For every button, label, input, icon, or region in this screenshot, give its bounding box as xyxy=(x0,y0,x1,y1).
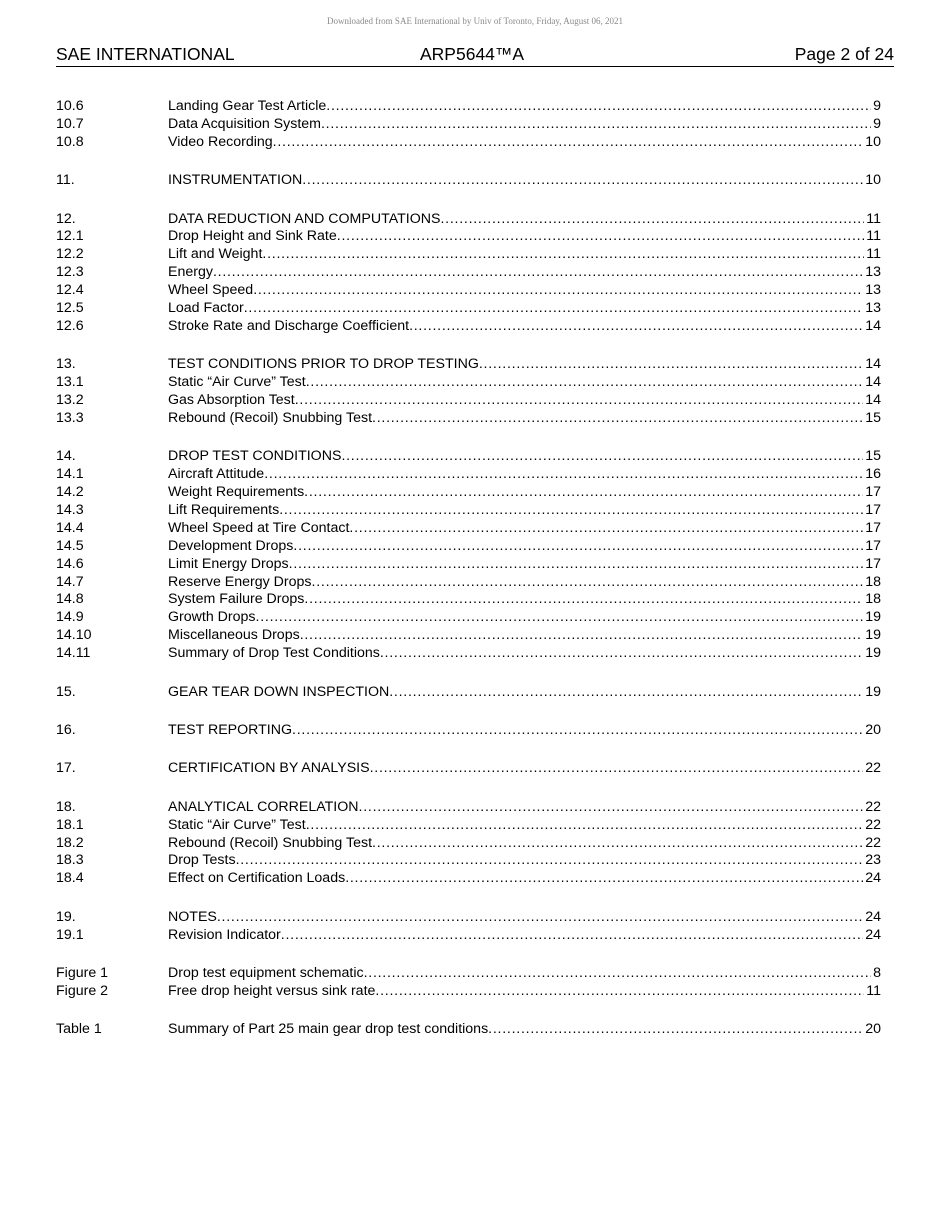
toc-group xyxy=(56,356,881,428)
toc-entry-title: CERTIFICATION BY ANALYSIS xyxy=(168,760,370,777)
toc-entry-title: Summary of Drop Test Conditions xyxy=(168,645,380,662)
header-page-number: Page 2 of 24 xyxy=(794,44,894,64)
toc-entry[interactable] xyxy=(56,927,881,945)
toc-entry-number: 12.5 xyxy=(56,300,84,317)
toc-entry-number: 12.1 xyxy=(56,228,84,245)
toc-entry[interactable] xyxy=(56,684,881,702)
toc-entry-page: 17 xyxy=(865,555,881,572)
toc-entry[interactable] xyxy=(56,983,881,1001)
toc-entry-title: Static “Air Curve” Test xyxy=(168,374,306,391)
toc-dot-leader xyxy=(375,983,864,1001)
toc-entry-title: DATA REDUCTION AND COMPUTATIONS xyxy=(168,210,441,227)
toc-entry-title: Development Drops xyxy=(168,537,294,554)
toc-entry-number: 14.6 xyxy=(56,555,84,572)
toc-dot-leader xyxy=(306,817,864,835)
toc-entry-title: INSTRUMENTATION xyxy=(168,172,303,189)
toc-entry-number: 15. xyxy=(56,683,76,700)
toc-entry-page: 8 xyxy=(873,964,881,981)
toc-group xyxy=(56,909,881,945)
toc-entry[interactable] xyxy=(56,556,881,574)
toc-entry-title: Energy xyxy=(168,264,213,281)
toc-entry-page: 19 xyxy=(865,683,881,700)
toc-entry-number: 14.4 xyxy=(56,519,84,536)
toc-entry[interactable] xyxy=(56,627,881,645)
toc-entry[interactable] xyxy=(56,448,881,466)
toc-dot-leader xyxy=(281,927,863,945)
toc-entry-page: 13 xyxy=(865,264,881,281)
toc-entry-number: 14.11 xyxy=(56,645,91,662)
toc-dot-leader xyxy=(302,172,863,190)
toc-entry-title: Summary of Part 25 main gear drop test conditions xyxy=(168,1021,489,1038)
toc-entry-title: Reserve Energy Drops xyxy=(168,573,312,590)
toc-entry[interactable] xyxy=(56,318,881,336)
toc-entry-number: 14.8 xyxy=(56,591,84,608)
toc-entry-number: 16. xyxy=(56,721,76,738)
toc-dot-leader xyxy=(409,318,863,336)
toc-entry-page: 22 xyxy=(865,834,881,851)
toc-dot-leader xyxy=(337,228,864,246)
toc-entry-number: 10.8 xyxy=(56,133,84,150)
toc-entry-page: 9 xyxy=(873,115,881,132)
toc-group xyxy=(56,448,881,663)
toc-entry[interactable] xyxy=(56,609,881,627)
toc-entry-number: 10.7 xyxy=(56,115,84,132)
toc-entry[interactable] xyxy=(56,228,881,246)
toc-entry[interactable] xyxy=(56,520,881,538)
toc-entry-title: Load Factor xyxy=(168,300,244,317)
toc-entry-title: Wheel Speed xyxy=(168,282,254,299)
header-document-id: ARP5644™A xyxy=(420,44,525,64)
toc-dot-leader xyxy=(264,466,863,484)
toc-entry-page: 22 xyxy=(865,760,881,777)
toc-entry-page: 18 xyxy=(865,573,881,590)
toc-dot-leader xyxy=(273,134,864,152)
toc-entry-title: Static “Air Curve” Test xyxy=(168,816,306,833)
toc-entry[interactable] xyxy=(56,356,881,374)
toc-entry-number: 18.2 xyxy=(56,834,84,851)
toc-entry[interactable] xyxy=(56,502,881,520)
toc-entry-title: Miscellaneous Drops xyxy=(168,627,300,644)
toc-entry-title: Stroke Rate and Discharge Coefficient xyxy=(168,317,410,334)
toc-entry[interactable] xyxy=(56,484,881,502)
toc-entry[interactable] xyxy=(56,870,881,888)
toc-entry-title: Rebound (Recoil) Snubbing Test xyxy=(168,409,373,426)
toc-entry-page: 23 xyxy=(865,852,881,869)
toc-entry-number: 18. xyxy=(56,798,76,815)
toc-entry-title: Lift Requirements xyxy=(168,502,280,519)
toc-entry-number: 13.1 xyxy=(56,374,84,391)
toc-entry-number: 13.3 xyxy=(56,409,84,426)
toc-entry-page: 20 xyxy=(865,721,881,738)
toc-entry-page: 24 xyxy=(865,870,881,887)
download-watermark: Downloaded from SAE International by Univ of Toronto, Friday, August 06, 2021 xyxy=(326,16,624,26)
toc-entry[interactable] xyxy=(56,282,881,300)
toc-entry[interactable] xyxy=(56,574,881,592)
toc-entry-number: 12. xyxy=(56,210,76,227)
toc-entry-title: NOTES xyxy=(168,908,217,925)
toc-entry-page: 20 xyxy=(865,1021,881,1038)
toc-entry-page: 14 xyxy=(865,356,881,373)
toc-dot-leader xyxy=(244,300,864,318)
toc-dot-leader xyxy=(304,484,863,502)
toc-group xyxy=(56,760,881,778)
toc-dot-leader xyxy=(380,645,863,663)
toc-group xyxy=(56,799,881,888)
toc-dot-leader xyxy=(359,799,864,817)
toc-entry-title: Revision Indicator xyxy=(168,926,281,943)
toc-entry-page: 16 xyxy=(865,466,881,483)
toc-entry-number: Table 1 xyxy=(56,1021,102,1038)
toc-entry[interactable] xyxy=(56,722,881,740)
toc-entry-page: 19 xyxy=(865,609,881,626)
toc-dot-leader xyxy=(479,356,863,374)
toc-entry[interactable] xyxy=(56,98,881,116)
toc-dot-leader xyxy=(213,264,863,282)
toc-entry-title: Lift and Weight xyxy=(168,246,263,263)
toc-entry-page: 15 xyxy=(865,448,881,465)
toc-entry-number: 18.1 xyxy=(56,816,84,833)
toc-entry-number: 14.7 xyxy=(56,573,84,590)
toc-entry[interactable] xyxy=(56,116,881,134)
toc-entry-title: TEST REPORTING xyxy=(168,721,293,738)
toc-entry-page: 14 xyxy=(865,317,881,334)
toc-entry-page: 18 xyxy=(865,591,881,608)
toc-group xyxy=(56,722,881,740)
toc-dot-leader xyxy=(306,374,864,392)
toc-entry-title: Free drop height versus sink rate xyxy=(168,982,376,999)
toc-entry-number: 14.5 xyxy=(56,537,84,554)
toc-entry-number: 12.6 xyxy=(56,317,84,334)
toc-entry[interactable] xyxy=(56,909,881,927)
toc-dot-leader xyxy=(364,965,872,983)
toc-dot-leader xyxy=(253,282,863,300)
toc-group xyxy=(56,684,881,702)
toc-entry-number: 11. xyxy=(56,172,75,189)
toc-entry[interactable] xyxy=(56,410,881,428)
toc-entry-number: 17. xyxy=(56,760,76,777)
toc-entry[interactable] xyxy=(56,264,881,282)
toc-dot-leader xyxy=(370,760,864,778)
toc-entry-number: 18.4 xyxy=(56,870,84,887)
toc-entry-title: Video Recording xyxy=(168,133,273,150)
toc-entry-page: 17 xyxy=(865,519,881,536)
toc-dot-leader xyxy=(262,246,864,264)
toc-dot-leader xyxy=(279,502,863,520)
toc-entry-title: Aircraft Attitude xyxy=(168,466,265,483)
toc-entry[interactable] xyxy=(56,538,881,556)
toc-entry-page: 11 xyxy=(866,228,881,245)
toc-entry-page: 9 xyxy=(873,98,881,114)
toc-dot-leader xyxy=(488,1021,863,1039)
toc-dot-leader xyxy=(341,448,863,466)
toc-entry-number: 19. xyxy=(56,908,76,925)
toc-entry-number: 14.10 xyxy=(56,627,92,644)
toc-entry-page: 15 xyxy=(865,409,881,426)
toc-entry-title: Drop Height and Sink Rate xyxy=(168,228,337,245)
toc-dot-leader xyxy=(312,574,864,592)
toc-entry-page: 19 xyxy=(865,627,881,644)
toc-entry[interactable] xyxy=(56,591,881,609)
toc-entry-page: 17 xyxy=(865,537,881,554)
toc-dot-leader xyxy=(236,852,864,870)
toc-entry-title: Data Acquisition System xyxy=(168,115,321,132)
toc-group xyxy=(56,1021,881,1039)
toc-entry-number: 12.4 xyxy=(56,282,84,299)
toc-entry[interactable] xyxy=(56,134,881,152)
toc-dot-leader xyxy=(304,591,863,609)
toc-entry-title: GEAR TEAR DOWN INSPECTION xyxy=(168,683,390,700)
toc-entry-title: TEST CONDITIONS PRIOR TO DROP TESTING xyxy=(168,356,479,373)
toc-entry-page: 17 xyxy=(865,484,881,501)
toc-entry[interactable] xyxy=(56,246,881,264)
toc-dot-leader xyxy=(321,116,871,134)
toc-entry[interactable] xyxy=(56,1021,881,1039)
toc-entry[interactable] xyxy=(56,817,881,835)
toc-entry-number: 12.2 xyxy=(56,246,84,263)
toc-entry-title: Drop test equipment schematic xyxy=(168,964,364,981)
toc-entry-page: 14 xyxy=(865,392,881,409)
toc-dot-leader xyxy=(295,392,864,410)
toc-group xyxy=(56,172,881,190)
toc-entry[interactable] xyxy=(56,466,881,484)
toc-dot-leader xyxy=(326,98,871,116)
toc-entry-page: 14 xyxy=(865,374,881,391)
toc-entry-number: 10.6 xyxy=(56,98,84,114)
toc-entry[interactable] xyxy=(56,799,881,817)
toc-entry-title: Landing Gear Test Article xyxy=(168,98,327,114)
toc-entry-number: 18.3 xyxy=(56,852,84,869)
toc-entry-title: Limit Energy Drops xyxy=(168,555,289,572)
toc-entry-number: Figure 2 xyxy=(56,982,109,999)
toc-dot-leader xyxy=(440,211,864,229)
toc-dot-leader xyxy=(293,538,863,556)
table-of-contents xyxy=(56,98,881,1060)
toc-entry[interactable] xyxy=(56,392,881,410)
toc-dot-leader xyxy=(349,520,863,538)
toc-entry-page: 13 xyxy=(865,300,881,317)
toc-entry-page: 22 xyxy=(865,798,881,815)
toc-entry-title: DROP TEST CONDITIONS xyxy=(168,448,342,465)
toc-entry-number: 19.1 xyxy=(56,926,84,943)
toc-entry[interactable] xyxy=(56,374,881,392)
toc-entry-page: 10 xyxy=(865,133,881,150)
toc-entry[interactable] xyxy=(56,645,881,663)
toc-entry-title: Wheel Speed at Tire Contact xyxy=(168,519,350,536)
toc-entry-title: Rebound (Recoil) Snubbing Test xyxy=(168,834,373,851)
page-header xyxy=(56,44,894,67)
toc-entry-number: 14.9 xyxy=(56,609,84,626)
toc-entry-title: Effect on Certification Loads xyxy=(168,870,346,887)
toc-entry[interactable] xyxy=(56,172,881,190)
toc-entry-number: 14.1 xyxy=(56,466,84,483)
toc-entry-number: 13. xyxy=(56,356,76,373)
toc-entry-number: 14.2 xyxy=(56,484,84,501)
toc-entry-title: Growth Drops xyxy=(168,609,256,626)
toc-dot-leader xyxy=(372,410,863,428)
toc-entry-title: Gas Absorption Test xyxy=(168,392,295,409)
toc-group xyxy=(56,98,881,152)
toc-entry-page: 24 xyxy=(865,926,881,943)
toc-dot-leader xyxy=(256,609,864,627)
toc-entry[interactable] xyxy=(56,760,881,778)
toc-entry-number: 14. xyxy=(56,448,76,465)
toc-dot-leader xyxy=(300,627,864,645)
toc-dot-leader xyxy=(389,684,863,702)
toc-entry[interactable] xyxy=(56,965,881,983)
toc-entry-title: Weight Requirements xyxy=(168,484,305,501)
toc-entry-number: 14.3 xyxy=(56,502,84,519)
toc-entry-page: 24 xyxy=(865,908,881,925)
toc-group xyxy=(56,965,881,1001)
toc-entry-page: 10 xyxy=(865,172,881,189)
toc-entry-title: Drop Tests xyxy=(168,852,236,869)
toc-entry-number: Figure 1 xyxy=(56,964,109,981)
toc-entry-page: 17 xyxy=(865,502,881,519)
toc-entry-page: 22 xyxy=(865,816,881,833)
toc-dot-leader xyxy=(292,722,863,740)
toc-entry-page: 13 xyxy=(865,282,881,299)
toc-entry-title: System Failure Drops xyxy=(168,591,305,608)
toc-entry-title: ANALYTICAL CORRELATION xyxy=(168,798,359,815)
toc-group xyxy=(56,211,881,336)
toc-entry-page: 11 xyxy=(866,246,881,263)
toc-entry-page: 11 xyxy=(866,210,881,227)
header-organization: SAE INTERNATIONAL xyxy=(56,44,235,64)
toc-dot-leader xyxy=(217,909,863,927)
toc-entry[interactable] xyxy=(56,835,881,853)
toc-entry-page: 11 xyxy=(866,982,881,999)
toc-entry-page: 19 xyxy=(865,645,881,662)
toc-dot-leader xyxy=(289,556,864,574)
toc-entry[interactable] xyxy=(56,852,881,870)
toc-entry-number: 13.2 xyxy=(56,392,84,409)
toc-entry[interactable] xyxy=(56,300,881,318)
toc-dot-leader xyxy=(345,870,863,888)
toc-entry[interactable] xyxy=(56,211,881,229)
toc-dot-leader xyxy=(372,835,863,853)
toc-entry-number: 12.3 xyxy=(56,264,84,281)
